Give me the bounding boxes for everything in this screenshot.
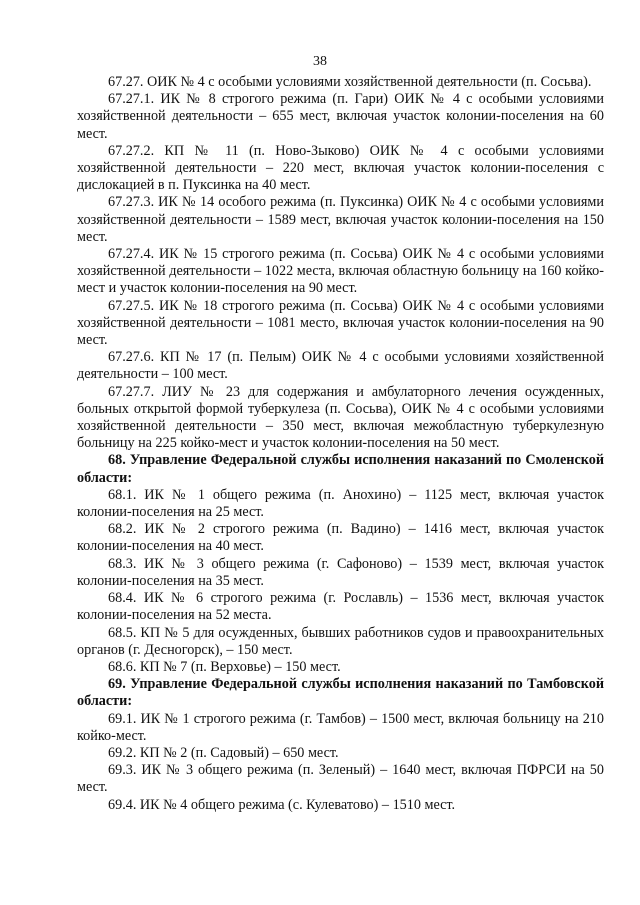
paragraph-67-27-1: 67.27.1. ИК № 8 строгого режима (п. Гари) ОИК № 4 с особыми условиями хозяйственной деятельности – 655 мест, включая участок колонии-поселения на 60 мест. xyxy=(77,91,604,142)
section-heading-68: 68. Управление Федеральной службы исполнения наказаний по Смоленской области: xyxy=(77,452,604,486)
paragraph-69-4: 69.4. ИК № 4 общего режима (с. Кулеватово) – 1510 мест. xyxy=(108,796,456,813)
paragraph-67-27-6: 67.27.6. КП № 17 (п. Пелым) ОИК № 4 с особыми условиями хозяйственной деятельности – 100 мест. xyxy=(77,349,604,383)
paragraph-69-2: 69.2. КП № 2 (п. Садовый) – 650 мест. xyxy=(108,744,339,761)
document-body xyxy=(77,74,604,814)
paragraph-69-1: 69.1. ИК № 1 строгого режима (г. Тамбов) – 1500 мест, включая больницу на 210 койко-мест. xyxy=(77,710,604,744)
paragraph-67-27-2: 67.27.2. КП № 11 (п. Ново-Зыково) ОИК № 4 с особыми условиями хозяйственной деятельности – 220 мест, включая участок колонии-поселения с дислокацией в п. Пуксинка на 40 мест. xyxy=(77,142,604,194)
paragraph-68-5: 68.5. КП № 5 для осужденных, бывших работников судов и правоохранительных органов (г. Десногорск), – 150 мест. xyxy=(77,624,604,658)
paragraph-68-2: 68.2. ИК № 2 строгого режима (п. Вадино) – 1416 мест, включая участок колонии-поселения на 40 мест. xyxy=(77,521,604,555)
paragraph-68-6: 68.6. КП № 7 (п. Верховье) – 150 мест. xyxy=(108,658,341,675)
paragraph-67-27: 67.27. ОИК № 4 с особыми условиями хозяйственной деятельности (п. Сосьва). xyxy=(108,74,592,90)
paragraph-67-27-7: 67.27.7. ЛИУ № 23 для содержания и амбулаторного лечения осужденных, больных открытой формой туберкулеза (п. Сосьва), ОИК № 4 с особыми условиями хозяйственной деятельности – 350 мест, включая межобластную туберкулезную больницу на 225 койко-мест и участок колонии-поселения на 50 мест. xyxy=(77,383,604,452)
paragraph-69-3: 69.3. ИК № 3 общего режима (п. Зеленый) – 1640 мест, включая ПФРСИ на 50 мест. xyxy=(77,762,604,796)
paragraph-67-27-5: 67.27.5. ИК № 18 строгого режима (п. Сосьва) ОИК № 4 с особыми условиями хозяйственной деятельности – 1081 место, включая участок колонии-поселения на 90 мест. xyxy=(77,297,604,349)
paragraph-67-27-3: 67.27.3. ИК № 14 особого режима (п. Пуксинка) ОИК № 4 с особыми условиями хозяйственной деятельности – 1589 мест, включая участок колонии-поселения на 150 мест. xyxy=(77,194,604,245)
page-number: 38 xyxy=(313,54,327,69)
section-heading-69: 69. Управление Федеральной службы исполнения наказаний по Тамбовской области: xyxy=(77,676,604,710)
paragraph-68-1: 68.1. ИК № 1 общего режима (п. Анохино) – 1125 мест, включая участок колонии-поселения на 25 мест. xyxy=(77,486,604,521)
paragraph-68-4: 68.4. ИК № 6 строгого режима (г. Рославль) – 1536 мест, включая участок колонии-поселения на 52 места. xyxy=(77,590,604,624)
paragraph-68-3: 68.3. ИК № 3 общего режима (г. Сафоново) – 1539 мест, включая участок колонии-поселения на 35 мест. xyxy=(77,555,604,589)
paragraph-67-27-4: 67.27.4. ИК № 15 строгого режима (п. Сосьва) ОИК № 4 с особыми условиями хозяйственной деятельности – 1022 места, включая областную больницу на 160 койко-мест и участок колонии-поселения на 90 мест. xyxy=(77,246,604,297)
